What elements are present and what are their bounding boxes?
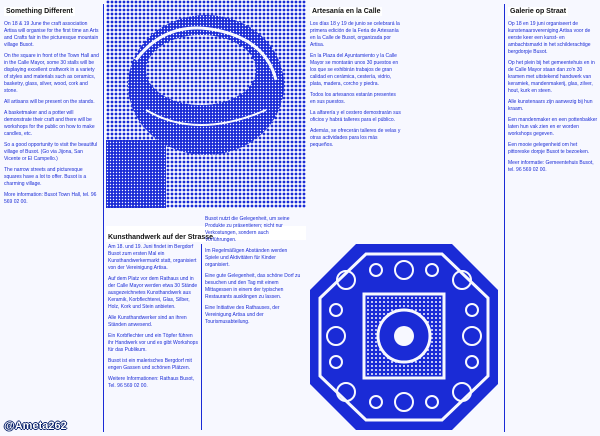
column-divider — [103, 4, 104, 432]
dutch-paragraph: Op 18 en 19 juni organiseert de kunstenaarsvereniging Artisa voor de eerste keer een kunst- en ambachtsmarkt in het schilderachtige bergdorpje Busot. — [508, 21, 591, 55]
english-paragraph: A basketmaker and a potter will demonstrate their craft and there will be workshops for the public on how to make candles, etc. — [4, 110, 95, 137]
german-paragraph: Im Regelmäßigen Abständen werden Spiele und Aktivitäten für Kinder organisiert. — [205, 248, 288, 268]
spanish-body — [310, 21, 402, 149]
tile-photo — [306, 240, 502, 434]
vase-photo — [106, 0, 306, 208]
english-paragraph: More information: Busot Town Hall, tel. 96 569 02 00. — [4, 192, 97, 205]
column-german-right — [205, 216, 301, 434]
german-paragraph: Eine Initiative des Rathauses, der Vereinigung Artisa und der Tourismusabteilung. — [205, 305, 280, 325]
watermark: @Ameta262 — [4, 420, 67, 432]
spanish-paragraph: Además, se ofrecerán talleres de velas y otras actividades para los más pequeños. — [310, 128, 401, 148]
dutch-paragraph: Alle kunstenaars zijn aanwezig bij hun kraam. — [508, 99, 593, 112]
heading-galerie: Galerie op Straat — [510, 8, 567, 15]
spanish-paragraph: La alfarería y el cestero demostrarán sus oficios y habrá talleres para el público. — [310, 110, 401, 123]
dutch-paragraph: Meer informatie: Gemeentehuis Busot, tel. 96 569 02 00. — [508, 160, 594, 173]
english-paragraph: On the square in front of the Town Hall and in the Calle Mayor, some 30 stalls will be displaying excellent craftwork in a variety of styles and materials such as ceramics, basketry, glass, silver, wood, cork and stone. — [4, 53, 99, 94]
english-paragraph: On 18 & 19 June the craft association Artisa will organise for the first time an Arts and Crafts fair in the picturesque mountain village Busot. — [4, 21, 99, 48]
heading-kunsthandwerk: Kunsthandwerk auf der Strasse — [108, 234, 214, 241]
dutch-body — [508, 21, 598, 174]
column-divider — [504, 4, 505, 432]
german-paragraph: Busot ist ein malerisches Bergdorf mit engen Gassen und schönen Plätzen. — [108, 358, 192, 371]
english-paragraph: So a good opportunity to visit the beautiful village of Busot. (Go via Jijona, San Vicente or El Campello.) — [4, 142, 98, 162]
german-paragraph: Auf dem Platz vor dem Rathaus und in der Calle Mayor werden etwa 30 Stände ausgezeichnetes Kunsthandwerk aus Keramik, Korbflechterei, Glas, Silber, Holz, Kork und Stein anbieten. — [108, 276, 198, 310]
english-paragraph: The narrow streets and picturesque squares have a lot to offer. Busot is a charming village. — [4, 167, 87, 187]
german-paragraph: Ein Korbflechter und ein Töpfer führen ihr Handwerk vor und es gibt Workshops für das Publikum. — [108, 333, 198, 353]
german-paragraph: Alle Kunsthandwerker sind an ihren Ständen anwesend. — [108, 315, 187, 328]
column-spanish — [310, 0, 402, 240]
tile-pattern-image — [306, 240, 502, 434]
german-body-left — [108, 244, 198, 390]
dutch-paragraph: Op het plein bij het gemeentehuis en in de Calle Mayor staan dan zo'n 30 kramen met uitstekend handwerk van keramiek, mandenmakerij, glas, zilver, hout, kurk en steen. — [508, 60, 595, 94]
dutch-paragraph: Een mandenmaker en een pottenbakker laten hun vak zien en er worden workshops gegeven. — [508, 117, 598, 137]
column-dutch — [508, 0, 598, 436]
spanish-paragraph: Los días 18 y 19 de junio se celebrará la primera edición de la Feria de Artesanía en la Calle de Busot, organizada por Artisa. — [310, 21, 400, 48]
dutch-paragraph: Een mooie gelegenheid om het pittoreske dorpje Busot te bezoeken. — [508, 142, 590, 155]
spanish-paragraph: En la Plaza del Ayuntamiento y la Calle Mayor se montarán unos 30 puestos en los que se exhibirán trabajos de gran calidad en cerámica, cestería, vidrio, plata, madera, corcho y piedra. — [310, 53, 399, 87]
german-paragraph: Am 18. und 19. Juni findet im Bergdorf Busot zum ersten Mal ein Kunsthandwerkermarkt statt, organisiert von der Vereinigung Artisa. — [108, 244, 197, 271]
column-english — [4, 0, 100, 436]
vase-halftone-image — [106, 0, 306, 208]
column-german-left — [108, 244, 198, 434]
german-body-right — [205, 216, 301, 326]
german-paragraph: Busot nutzt die Gelegenheit, um seine Produkte zu präsentieren; nicht nur Verkostungen, sondern auch Vorführungen. — [205, 216, 290, 243]
english-body — [4, 21, 100, 206]
german-paragraph: Eine gute Gelegenheit, das schöne Dorf zu besuchen und den Tag mit einem Mittagessen in einem der typischen Restaurants ausklingen zu lassen. — [205, 273, 301, 300]
english-paragraph: All artisans will be present on the stands. — [4, 99, 95, 105]
german-paragraph: Weitere Informationen: Rathaus Busot, Tel. 96 569 02 00. — [108, 376, 195, 389]
heading-something-different: Something Different — [6, 8, 73, 15]
column-divider — [201, 244, 202, 430]
heading-artesania: Artesanía en la Calle — [312, 8, 381, 15]
spanish-paragraph: Todos los artesanos estarán presentes en sus puestos. — [310, 92, 396, 105]
